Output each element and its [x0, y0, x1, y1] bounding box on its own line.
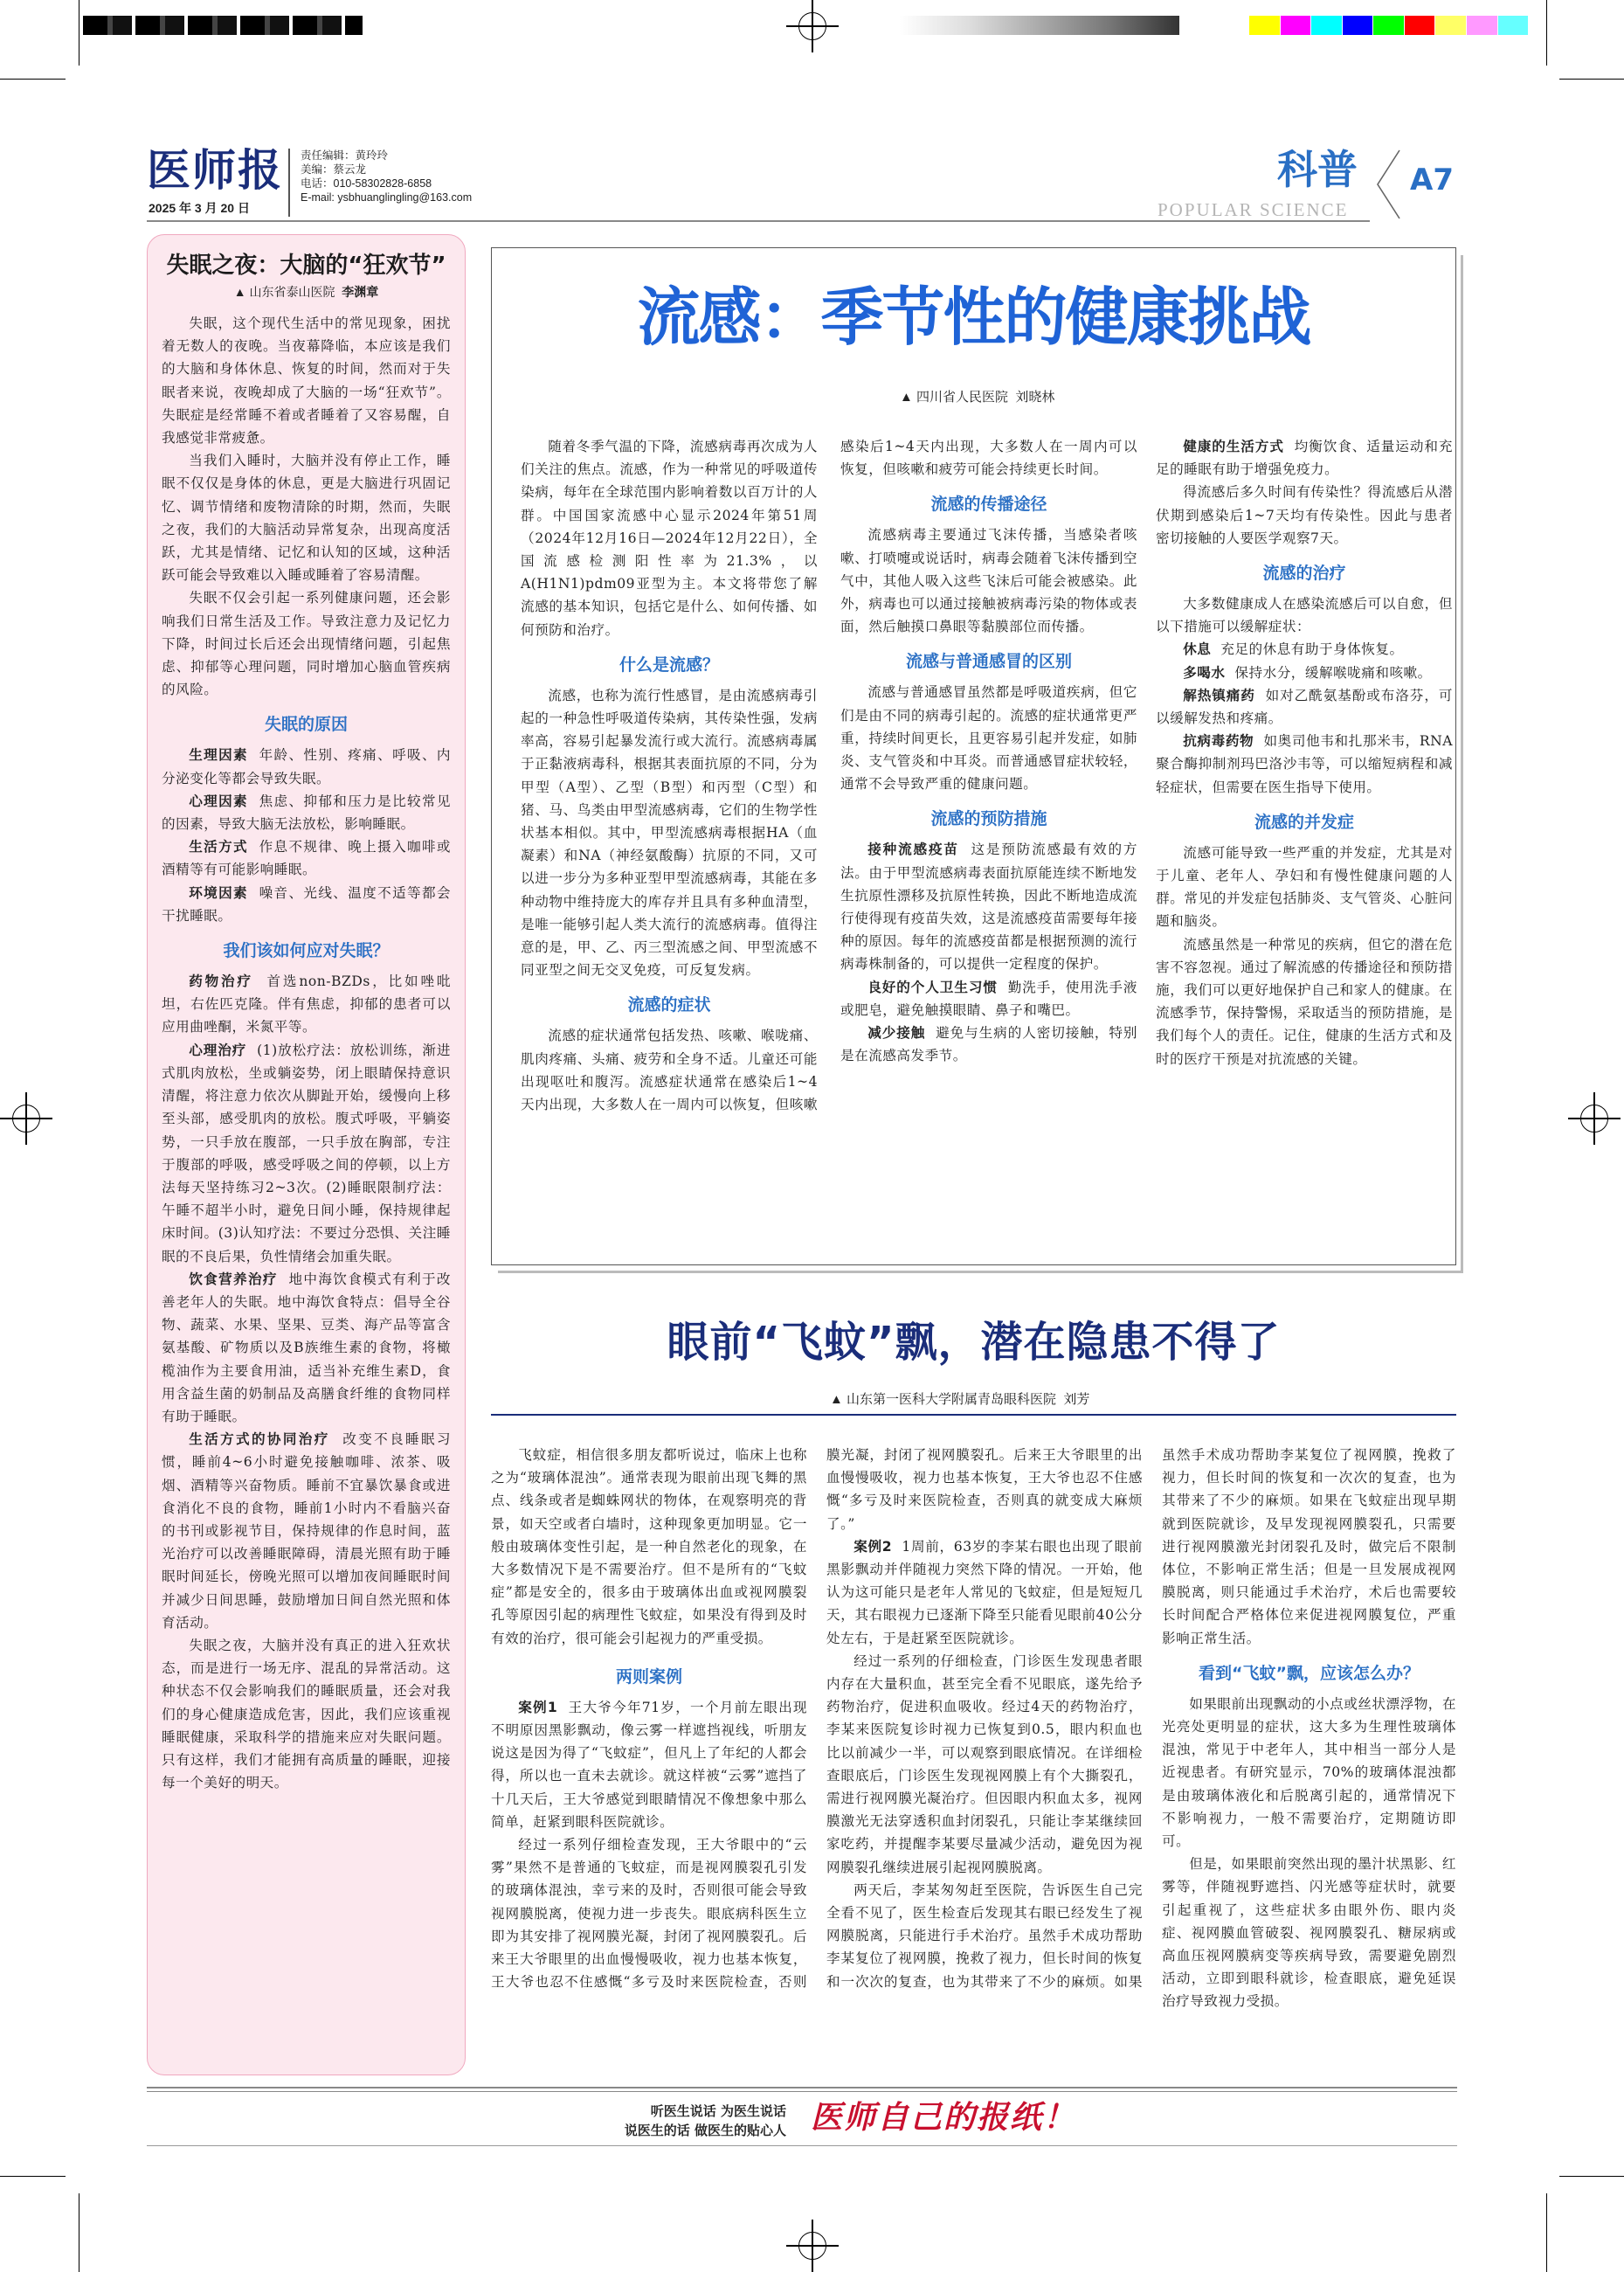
floaters-byline: ▲ 山东第一医科大学附属青岛眼科医院 刘芳	[830, 1392, 1090, 1407]
coping-drug: 药物治疗 首选non-BZDs，比如唑吡坦，右佐匹克隆。伴有焦虑，抑郁的患者可以应用曲唑酮，米氮平等。	[162, 973, 451, 1036]
prevent-contact: 减少接触 避免与生病的人密切接触，特别是在流感高发季节。	[840, 1025, 1137, 1064]
color-swatch	[1467, 16, 1498, 35]
issue-date: 2025 年 3 月 20 日	[149, 201, 250, 215]
section-subtitle: POPULAR SCIENCE	[1158, 199, 1349, 220]
flu-title: 流感：季节性的健康挑战	[637, 281, 1310, 354]
flu-spread: 流感病毒主要通过飞沫传播，当感染者咳嗽、打喷嚏或说话时，病毒会随着飞沫传播到空气中，其他人吸入这些飞沫后可能会被感染。此外，病毒也可以通过接触被病毒污染的物体或表面，然后触摸口鼻眼等黏膜部位而传播。	[840, 527, 1137, 635]
crop-mark-br-v	[1546, 2193, 1547, 2272]
heading-spread: 流感的传播途径	[930, 495, 1047, 515]
case-1-followup: 经过一系列仔细检查发现，王大爷眼中的“云雾”果然不是普通的飞蚊症，而是视网膜裂孔引发的玻璃体混浊，幸亏来的及时，否则很可能会导致视网膜脱离，使视力进一步丧失。眼底病科医生立即为其安排了视网膜光凝，封闭了视网膜裂孔。后来王大爷眼里的出血慢慢吸收，视力也基本恢复，王大爷也忍不住感慨“多亏及时来医院检查，否则	[491, 1837, 807, 1991]
case-1: 案例1 王大爷今年71岁，一个月前左眼出现不明原因黑影飘动，像云雾一样遮挡视线，听朋友说这是因为得了“飞蚊症”，但凡上了年纪的人都会得，所以也一直未去就诊。就这样被“云雾”遮挡了十几天后，王大爷感觉到眼睛情况不像想象中那么简单，赶紧到眼科医院就诊。	[491, 1699, 808, 1830]
advice-2: 但是，如果眼前突然出现的墨汁状黑影、红雾等，伴随视野遮挡、闪光感等症状时，就要引起重视了，这些症状多由眼外伤、眼内炎症、视网膜血管破裂、视网膜裂孔、糖尿病或高血压视网膜病变等疾病导致，需要避免剧烈活动，立即到眼科就诊，检查眼底，避免延误治疗导致视力受损。	[1162, 1856, 1456, 2010]
insomnia-title: 失眠之夜：大脑的“狂欢节”	[166, 253, 446, 279]
byline-author: 李渊章	[342, 285, 379, 299]
heading-complications: 流感的并发症	[1254, 812, 1354, 832]
crop-mark-tr-v	[1546, 0, 1547, 66]
heading-cases: 两则案例	[615, 1666, 682, 1687]
footer-rule-top	[147, 2087, 1457, 2088]
phone-credit: 电话：010-58302828-6858	[301, 177, 432, 190]
floaters-intro: 飞蚊症，相信很多朋友都听说过，临床上也称之为“玻璃体混浊”。通常表现为眼前出现飞舞的黑点、线条或者是蜘蛛网状的物体，在观察明亮的背景，如天空或者白墙时，这种现象更加明显。它一般由玻璃体变性引起，是一种自然老化的现象，在大多数情况下是不需要治疗。但不是所有的“飞蚊症”都是安全的，很多由于玻璃体出血或视网膜裂孔等原因引起的病理性飞蚊症，如果没有得到及时有效的治疗，很可能会引起视力的严重受损。	[491, 1447, 807, 1646]
flu-contagious: 得流感后多久时间有传染性？得流感后从潜伏期到感染后1~7天均有传染性。因此与患者密切接触的人要医学观察7天。	[1156, 484, 1453, 546]
heading-causes: 失眠的原因	[264, 715, 348, 735]
floaters-col-3	[1162, 1444, 1456, 2013]
color-swatch	[1281, 16, 1312, 35]
color-swatch	[1373, 16, 1405, 35]
floaters-col-2	[826, 1444, 1143, 1992]
color-swatch	[1311, 16, 1343, 35]
flu-what: 流感，也称为流行性感冒，是由流感病毒引起的一种急性呼吸道传染病，其传染性强，发病率高，容易引起暴发流行或大流行。流感病毒属于正黏液病毒科，根据其表面抗原的不同，分为甲型（A型）、乙型（B型）和丙型（C型）和猪、马、鸟类由甲型流感病毒，它们的生物学性状基本相似。其中，甲型流感病毒根据HA（血凝素）和NA（神经氨酸酶）抗原的不同，又可以进一步分为多种亚型甲型流感病毒，其能在多种动物中维持庞大的库存并且具有多种血清型，是唯一能够引起人类大流行的流感病毒。值得注意的是，甲、乙、丙三型流感之间、甲型流感不同亚型之间无交叉免疫，可反复发病。	[521, 687, 818, 979]
insomnia-para-2: 当我们入睡时，大脑并没有停止工作，睡眠不仅仅是身体的休息，更是大脑进行巩固记忆、调节情绪和废物清除的时期，然而，失眠之夜，我们的大脑活动异常复杂，出现高度活跃，尤其是情绪、记忆和认知的区域，这种活跃可能会导致难以入睡或睡着了容易清醒。	[162, 453, 451, 584]
case-2-exam: 经过一系列的仔细检查，门诊医生发现患者眼内存在大量积血，甚至完全看不见眼底，遂先给予药物治疗，促进积血吸收。经过4天的药物治疗，李某来医院复诊时视力已恢复到0.5，眼内积血也比以前减少一半，可以观察到眼底情况。在详细检查眼底后，门诊医生发现视网膜上有个大撕裂孔，需进行视网膜光凝治疗。但因眼内积血太多，视网膜激光无法穿透积血封闭裂孔，只能让李某继续回家吃药，并提醒李某要尽量减少活动，避免因为视网膜裂孔继续进展引起视网膜脱离。	[826, 1652, 1143, 1875]
heading-difference: 流感与普通感冒的区别	[905, 652, 1072, 672]
coping-diet: 饮食营养治疗 地中海饮食模式有利于改善老年人的失眠。地中海饮食特点：倡导全谷物、蔬菜、水果、坚果、豆类、海产品等富含氨基酸、矿物质以及B族维生素的食物，将橄榄油作为主要食用油，适当补充维生素D，食用含益生菌的奶制品及高膳食纤维的食物同样有助于睡眠。	[162, 1271, 451, 1424]
slogan-1: 听医生说话 为医生说话	[650, 2103, 786, 2119]
flu-complications: 流感可能导致一些严重的并发症，尤其是对于儿童、老年人、孕妇和有慢性健康问题的人群。常见的并发症包括肺炎、支气管炎、心脏问题和脑炎。	[1156, 844, 1453, 930]
cause-physiological: 生理因素 年龄、性别、疼痛、呼吸、内分泌变化等都会导致失眠。	[162, 747, 451, 786]
crop-mark-tl	[0, 79, 66, 80]
case-1-followup-cont: 膜光凝，封闭了视网膜裂孔。后来王大爷眼里的出血慢慢吸收，视力也基本恢复，王大爷也忍不住感慨“多亏及时来医院检查，否则真的就变成大麻烦了。”	[826, 1447, 1143, 1532]
insomnia-byline	[162, 284, 451, 300]
section-title: 科普	[1277, 146, 1358, 193]
chevron-left-icon	[1375, 149, 1401, 220]
flu-symptoms: 流感的症状通常包括发热、咳嗽、喉咙痛、肌肉疼痛、头痛、疲劳和全身不适。儿童还可能出现呕吐和腹泻。流感症状通常在感染后1~4天内出现，大多数人在一周内可以恢复，但咳嗽	[521, 1028, 818, 1113]
footer-brand: 医师自己的报纸！	[811, 2099, 1077, 2136]
page-number: A7	[1410, 163, 1454, 197]
flu-col-2	[840, 435, 1137, 1067]
footer-slogans	[577, 2102, 786, 2140]
insomnia-conclusion: 失眠之夜，大脑并没有真正的进入狂欢状态，而是进行一场无序、混乱的异常活动。这种状态不仅会影响我们的睡眠质量，还会对我们的身心健康造成危害，因此，我们应该重视睡眠健康，采取科学的措施来应对失眠问题。只有这样，我们才能拥有高质量的睡眠，迎接每一个美好的明天。	[162, 1637, 451, 1791]
cause-psychological: 心理因素 焦虑、抑郁和压力是比较常见的因素，导致大脑无法放松，影响睡眠。	[162, 793, 451, 833]
insomnia-para-1: 失眠，这个现代生活中的常见现象，困扰着无数人的夜晚。当夜幕降临，本应该是我们的大脑和身体休息、恢复的时间，然而对于失眠者来说，夜晚却成了大脑的一场“狂欢节”。失眠症是经常睡不着或者睡着了又容易醒，自我感觉非常疲惫。	[162, 315, 451, 447]
heading-symptoms: 流感的症状	[627, 995, 711, 1015]
color-swatch	[1405, 16, 1436, 35]
floaters-title: 眼前“飞蚊”飘，潜在隐患不得了	[667, 1318, 1281, 1367]
heading-what: 什么是流感？	[619, 655, 719, 675]
treat-water: 多喝水 保持水分，缓解喉咙痛和咳嗽。	[1183, 664, 1432, 681]
flu-difference: 流感与普通感冒虽然都是呼吸道疾病，但它们是由不同的病毒引起的。流感的症状通常更严重，持续时间更长，且更容易引起并发症，如肺炎、支气管炎和中耳炎。而普通感冒症状较轻，通常不会导致严重的健康问题。	[840, 684, 1137, 793]
registration-cross-top	[786, 0, 839, 52]
color-swatch	[1343, 16, 1374, 35]
heading-what-to-do: 看到“飞蚊”飘，应该怎么办？	[1199, 1663, 1420, 1683]
color-swatch	[1498, 16, 1530, 35]
registration-cross-right	[1568, 1092, 1621, 1145]
registration-cross-bottom	[786, 2220, 839, 2272]
designer-credit: 美编：蔡云龙	[301, 163, 367, 176]
coping-psych: 心理治疗 (1)放松疗法：放松训练，渐进式肌肉放松，坐或躺姿势，闭上眼睛保持意识清醒，将注意力依次从脚趾开始，缓慢向上移至头部，感受肌肉的放松。腹式呼吸，平躺姿势，一只手放在腹部，一只手放在胸部，专注于腹部的呼吸，感受呼吸之间的停顿，以上方法每天坚持练习2~3次。(2)睡眠限制疗法：午睡不超半小时，避免日间小睡，保持规律起床时间。(3)认知疗法：不要过分恐惧、关注睡眠的不良后果，负性情绪会加重失眠。	[162, 1042, 451, 1264]
flu-closing: 流感虽然是一种常见的疾病，但它的潜在危害不容忽视。通过了解流感的传播途径和预防措施，我们可以更好地保护自己和家人的健康。在流感季节，保持警惕，采取适当的预防措施，是我们每个人的责任。记住，健康的生活方式和及时的医疗干预是对抗流感的关键。	[1156, 936, 1453, 1067]
coping-lifestyle: 生活方式的协同治疗 改变不良睡眠习惯，睡前4~6小时避免接触咖啡、浓茶、吸烟、酒精等兴奋物质。睡前不宜暴饮暴食或进食消化不良的食物，睡前1小时内不看脑兴奋的书刊或影视节目，保持规律的作息时间，蓝光治疗可以改善睡眠障碍，清晨光照有助于睡眠时间延长，傍晚光照可以增加夜间睡眠时间并减少日间思睡，鼓励增加日间自然光照和体育活动。	[162, 1431, 451, 1631]
prevent-hygiene: 良好的个人卫生习惯 勤洗手，使用洗手液或肥皂，避免触摸眼睛、鼻子和嘴巴。	[840, 979, 1137, 1018]
floaters-col-1	[491, 1444, 807, 1993]
flu-col-1	[521, 435, 818, 1115]
masthead-credits	[301, 149, 472, 204]
advice-1: 如果眼前出现飘动的小点或丝状漂浮物，在光亮处更明显的症状，这大多为生理性玻璃体混浊，常见于中老年人，其中相当一部分人是近视患者。有研究显示，70%的玻璃体混浊都是由玻璃体液化和后脱离引起的，通常情况下不影响视力，一般不需要治疗，定期随访即可。	[1162, 1695, 1456, 1850]
cause-environment: 环境因素 噪音、光线、温度不适等都会干扰睡眠。	[162, 884, 451, 924]
flu-col-3	[1156, 435, 1453, 1070]
email-credit: E-mail: ysbhuanglingling@163.com	[301, 191, 473, 204]
case-2-outcome: 两天后，李某匆匆赶至医院，告诉医生自己完全看不见了，医生检查后发现其右眼已经发生了视网膜脱离，只能进行手术治疗。虽然手术成功帮助李某复位了视网膜，挽救了视力，但长时间的恢复和一次次的复查，也为其带来了不少的麻烦。如果	[826, 1881, 1143, 1990]
editor-credit: 责任编辑：黄玲玲	[301, 149, 389, 162]
insomnia-para-3: 失眠不仅会引起一系列健康问题，还会影响我们日常生活及工作。导致注意力及记忆力下降，时间过长后还会出现情绪问题，引起焦虑、抑郁等心理问题，同时增加心脑血管疾病的风险。	[162, 590, 451, 698]
footer-rule-bottom	[147, 2091, 1457, 2092]
footer-rule-line	[147, 2145, 1457, 2146]
registration-cross-left	[0, 1092, 52, 1145]
color-swatch-bar	[1249, 16, 1529, 35]
crop-mark-tr	[1559, 79, 1624, 80]
registration-bar-black	[83, 16, 363, 35]
flu-byline: ▲ 四川省人民医院 刘晓林	[900, 390, 1055, 405]
treat-antiviral: 抗病毒药物 如奥司他韦和扎那米韦，RNA聚合酶抑制剂玛巴洛沙韦等，可以缩短病程和减轻症状，但需要在医生指导下使用。	[1156, 733, 1453, 795]
cause-lifestyle: 生活方式 作息不规律、晚上摄入咖啡或酒精等有可能影响睡眠。	[162, 839, 451, 878]
crop-mark-bl	[0, 2176, 66, 2177]
flu-intro: 随着冬季气温的下降，流感病毒再次成为人们关注的焦点。流感，作为一种常见的呼吸道传染病，每年在全球范围内影响着数以百万计的人群。中国国家流感中心显示2024年第51周（2024年12月16日—2024年12月22日），全国流感检测阳性率为21.3%，以A(H1N1)pdm09亚型为主。本文将带您了解流感的基本知识，包括它是什么、如何传播、如何预防和治疗。	[521, 439, 818, 638]
byline-org: ▲ 山东省泰山医院	[233, 285, 335, 299]
prevent-lifestyle: 健康的生活方式 均衡饮食、适量运动和充足的睡眠有助于增强免疫力。	[1156, 439, 1453, 478]
flu-treatment: 大多数健康成人在感染流感后可以自愈，但以下措施可以缓解症状：	[1156, 596, 1453, 635]
treat-antipyretic: 解热镇痛药 如对乙酰氨基酚或布洛芬，可以缓解发热和疼痛。	[1156, 687, 1453, 727]
case-2-outcome-cont: 虽然手术成功帮助李某复位了视网膜，挽救了视力，但长时间的恢复和一次次的复查，也为其带来了不少的麻烦。如果在飞蚊症出现早期就到医院就诊，及早发现视网膜裂孔，只需要进行视网膜激光封闭裂孔及时，做完后不限制体位，不影响正常生活；但是一旦发展成视网膜脱离，则只能通过手术治疗，术后也需要较长时间配合严格体位来促进视网膜复位，严重影响正常生活。	[1162, 1447, 1456, 1646]
slogan-2: 说医生的话 做医生的贴心人	[624, 2123, 786, 2138]
floaters-rule	[491, 1414, 1456, 1416]
insomnia-article	[147, 234, 466, 2075]
heading-coping: 我们该如何应对失眠？	[223, 941, 390, 961]
case-2: 案例2 1周前，63岁的李某右眼也出现了眼前黑影飘动并伴随视力突然下降的情况。一开始，他认为这可能只是老年人常见的飞蚊症，但是短短几天，其右眼视力已逐渐下降至只能看见眼前40公分处左右，于是赶紧至医院就诊。	[826, 1538, 1143, 1646]
crop-mark-br	[1559, 2176, 1624, 2177]
registration-grayscale-bar	[900, 16, 1179, 35]
treat-rest: 休息 充足的休息有助于身体恢复。	[1183, 641, 1404, 658]
color-swatch	[1249, 16, 1281, 35]
color-swatch	[1435, 16, 1467, 35]
masthead-logo: 医师报	[147, 144, 283, 196]
heading-prevention: 流感的预防措施	[930, 809, 1047, 829]
heading-treatment: 流感的治疗	[1262, 564, 1346, 584]
masthead-rule	[147, 220, 1370, 222]
prevent-vaccine: 接种流感疫苗 这是预防流感最有效的方法。由于甲型流感病毒表面抗原能连续不断地发生抗原性漂移及抗原性转换，因此不断地造成流行使得现有疫苗失效，这是流感疫苗需要每年接种的原因。每年的流感疫苗都是根据预测的流行病毒株制备的，可以提供一定程度的保护。	[840, 842, 1137, 973]
flu-symptoms-cont: 感染后1~4天内出现，大多数人在一周内可以恢复，但咳嗽和疲劳可能会持续更长时间。	[840, 439, 1137, 478]
masthead-divider	[288, 149, 290, 217]
